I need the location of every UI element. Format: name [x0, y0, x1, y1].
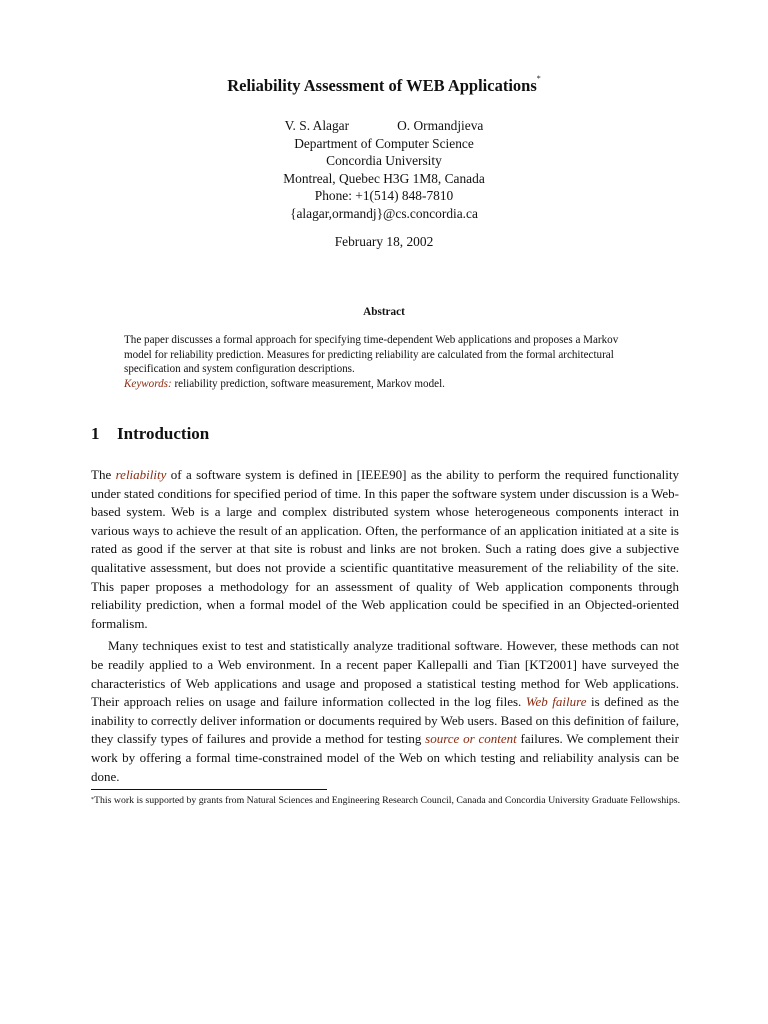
footnote: [91, 794, 681, 807]
paper-title-text: Reliability Assessment of WEB Applications: [227, 76, 537, 95]
term-source-or-content: source or content: [425, 731, 517, 747]
author-name: V. S. Alagar: [284, 118, 350, 133]
paragraph: [91, 466, 679, 633]
phone: Phone: +1(514) 848-7810: [314, 188, 454, 204]
paper-title: [0, 76, 768, 96]
keywords-line: [124, 377, 644, 392]
keywords-label: Keywords:: [124, 377, 172, 390]
paragraph-text: of a software system is defined in [IEEE90] as the ability to perform the required functionality under stated conditions for specified period of time. In this paper the software system under discussion is a Web-based system. Web is a large and complex distributed system whose heterogeneous components interact in various ways to achieve the result of an application. Often, the performance of an application initiated at a site is rated as good if the server at that site is robust and links are not broken. Such a rating does give a subjective qualitative assessment, but does not provide a scientific quantitative measurement of the reliability of the site. This paper proposes a methodology for an assessment of quality of Web application components through reliability prediction, when a formal model of the Web application could be specified in an Objected-oriented formalism.: [91, 467, 679, 631]
email: {alagar,ormandj}@cs.concordia.ca: [290, 205, 478, 221]
section-number: 1: [91, 424, 100, 443]
university: Concordia University: [326, 153, 442, 169]
department: Department of Computer Science: [294, 135, 474, 151]
author-block: [0, 117, 768, 223]
author-names: [0, 117, 768, 135]
keywords-text: reliability prediction, software measurement, Markov model.: [174, 377, 445, 390]
paragraph: [91, 637, 679, 786]
section-heading: [91, 424, 209, 444]
abstract-heading: Abstract: [363, 306, 405, 318]
term-reliability: reliability: [115, 467, 167, 482]
paragraph-text: failures. We complement their work by offering a formal time-constrained model of the Web on which testing and reliability analysis can be done.: [91, 731, 680, 784]
paper-date: February 18, 2002: [334, 234, 434, 249]
address: Montreal, Quebec H3G 1M8, Canada: [283, 170, 485, 186]
abstract-text: The paper discusses a formal approach for specifying time-dependent Web applications and proposes a Markov model for reliability prediction. Measures for predicting reliability are calculated from the formal architectural specification and system configuration descriptions.: [124, 334, 619, 376]
title-footnote-mark: *: [536, 74, 541, 83]
footnote-divider: [91, 789, 327, 790]
author-name: O. Ormandjieva: [397, 118, 484, 133]
footnote-text: This work is supported by grants from Natural Sciences and Engineering Research Council, Canada and Concordia University Graduate Fellowships.: [94, 795, 681, 806]
footnote-mark: *: [91, 797, 94, 803]
paragraph-text: Many techniques exist to test and statistically analyze traditional software. However, these methods can not be readily applied to a Web environment. In a recent paper Kallepalli and Tian [KT2001] have surveyed the characteristics of Web applications and usage and proposed a statistical testing method for Web applications. Their approach relies on usage and failure information collected in the log files.: [91, 638, 679, 710]
abstract: [124, 333, 644, 391]
section-body: [91, 466, 679, 786]
section-title: Introduction: [117, 424, 210, 443]
term-web-failure: Web failure: [525, 694, 587, 710]
paragraph-text: is defined as the inability to correctly deliver information or documents required by Web users. Based on this definition of failure, they classify types of failures and provide a method for testing: [91, 694, 680, 747]
paragraph-text: The: [91, 467, 116, 482]
